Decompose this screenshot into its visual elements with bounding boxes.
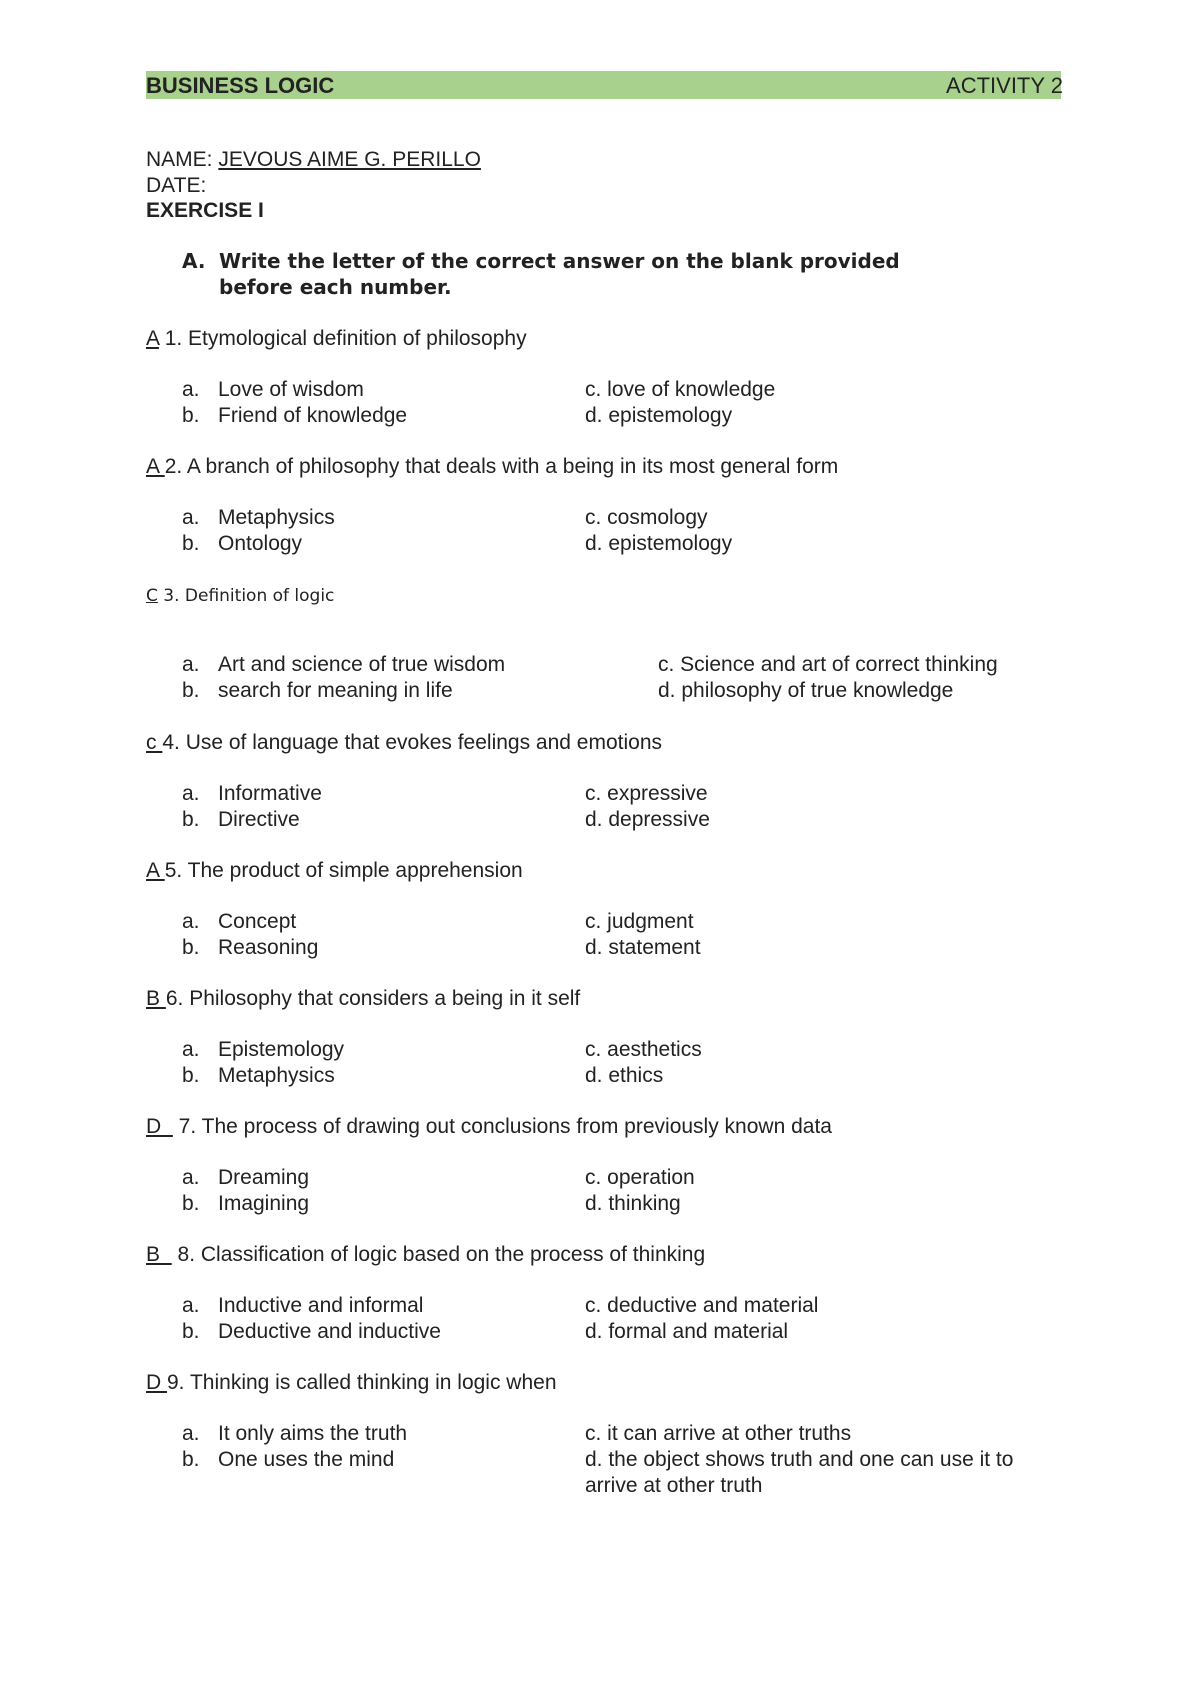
- answer-blank-6: B: [146, 987, 166, 1010]
- question-stem-5: 5. The product of simple apprehension: [164, 859, 523, 882]
- question-stem-3: 3. Definition of logic: [157, 586, 335, 606]
- answer-blank-3: C: [146, 586, 158, 606]
- option-8d: d. formal and material: [585, 1320, 789, 1343]
- option-8c: c. deductive and material: [585, 1294, 819, 1317]
- option-2b: b. Ontology: [182, 532, 303, 555]
- answer-blank-8: B: [146, 1243, 172, 1266]
- name-line: [146, 147, 481, 173]
- answer-blank-5: A: [146, 859, 165, 882]
- option-1b: b. Friend of knowledge: [182, 404, 408, 427]
- instruction-letter: A.: [182, 249, 206, 273]
- question-stem-2: 2. A branch of philosophy that deals with a being in its most general form: [164, 455, 839, 478]
- question-5: [146, 858, 1106, 884]
- activity-label: ACTIVITY 2: [946, 73, 1063, 98]
- option-1d: d. epistemology: [585, 404, 733, 427]
- question-4: [146, 730, 1106, 756]
- question-8: [146, 1242, 1106, 1268]
- option-6a: a. Epistemology: [182, 1038, 345, 1061]
- option-7d: d. thinking: [585, 1192, 681, 1215]
- option-9a: a. It only aims the truth: [182, 1422, 408, 1445]
- option-7a: a. Dreaming: [182, 1166, 310, 1189]
- option-4a: a. Informative: [182, 782, 322, 805]
- question-stem-9: 9. Thinking is called thinking in logic when: [167, 1371, 557, 1394]
- option-3b: b. search for meaning in life: [182, 679, 453, 702]
- option-8a: a. Inductive and informal: [182, 1294, 424, 1317]
- question-6: [146, 986, 1106, 1012]
- option-2d: d. epistemology: [585, 532, 733, 555]
- answer-blank-1: A: [146, 327, 159, 350]
- question-9: [146, 1370, 1106, 1396]
- question-7: [146, 1114, 1106, 1140]
- option-1c: c. love of knowledge: [585, 378, 776, 401]
- question-stem-6: 6. Philosophy that considers a being in it self: [165, 987, 581, 1010]
- option-7b: b. Imagining: [182, 1192, 310, 1215]
- option-6b: b. Metaphysics: [182, 1064, 335, 1087]
- header-bar: [146, 71, 1063, 99]
- student-name: JEVOUS AIME G. PERILLO: [218, 148, 481, 171]
- option-3d: d. philosophy of true knowledge: [658, 679, 954, 702]
- option-9d: d. the object shows truth and one can use it to arrive at other truth: [585, 1448, 1014, 1497]
- answer-blank-2: A: [146, 455, 165, 478]
- instruction-text: Write the letter of the correct answer on the blank provided before each number.: [219, 249, 900, 299]
- option-4c: c. expressive: [585, 782, 708, 805]
- option-5a: a. Concept: [182, 910, 297, 933]
- question-3: [146, 583, 1106, 609]
- answer-blank-7: D: [146, 1115, 173, 1138]
- option-7c: c. operation: [585, 1166, 695, 1189]
- option-4d: d. depressive: [585, 808, 710, 831]
- question-stem-4: 4. Use of language that evokes feelings and emotions: [162, 731, 663, 754]
- option-2c: c. cosmology: [585, 506, 708, 529]
- question-2: [146, 454, 1106, 480]
- option-3c: c. Science and art of correct thinking: [658, 653, 998, 676]
- option-5d: d. statement: [585, 936, 701, 959]
- exercise-heading: EXERCISE I: [146, 199, 264, 222]
- option-3a: a. Art and science of true wisdom: [182, 653, 506, 676]
- option-9b: b. One uses the mind: [182, 1448, 395, 1471]
- question-stem-8: 8. Classification of logic based on the process of thinking: [171, 1243, 706, 1266]
- name-label: NAME:: [146, 148, 219, 171]
- option-2a: a. Metaphysics: [182, 506, 335, 529]
- question-stem-7: 7. The process of drawing out conclusions from previously known data: [172, 1115, 832, 1138]
- course-title: BUSINESS LOGIC: [146, 73, 335, 98]
- option-8b: b. Deductive and inductive: [182, 1320, 441, 1343]
- answer-blank-4: c: [146, 731, 163, 754]
- option-1a: a. Love of wisdom: [182, 378, 364, 401]
- option-6d: d. ethics: [585, 1064, 664, 1087]
- option-5b: b. Reasoning: [182, 936, 319, 959]
- option-9c: c. it can arrive at other truths: [585, 1422, 852, 1445]
- option-5c: c. judgment: [585, 910, 694, 933]
- option-4b: b. Directive: [182, 808, 300, 831]
- date-label: DATE:: [146, 174, 207, 197]
- option-6c: c. aesthetics: [585, 1038, 702, 1061]
- question-1: [146, 326, 1106, 352]
- question-stem-1: 1. Etymological definition of philosophy: [158, 327, 527, 350]
- answer-blank-9: D: [146, 1371, 167, 1394]
